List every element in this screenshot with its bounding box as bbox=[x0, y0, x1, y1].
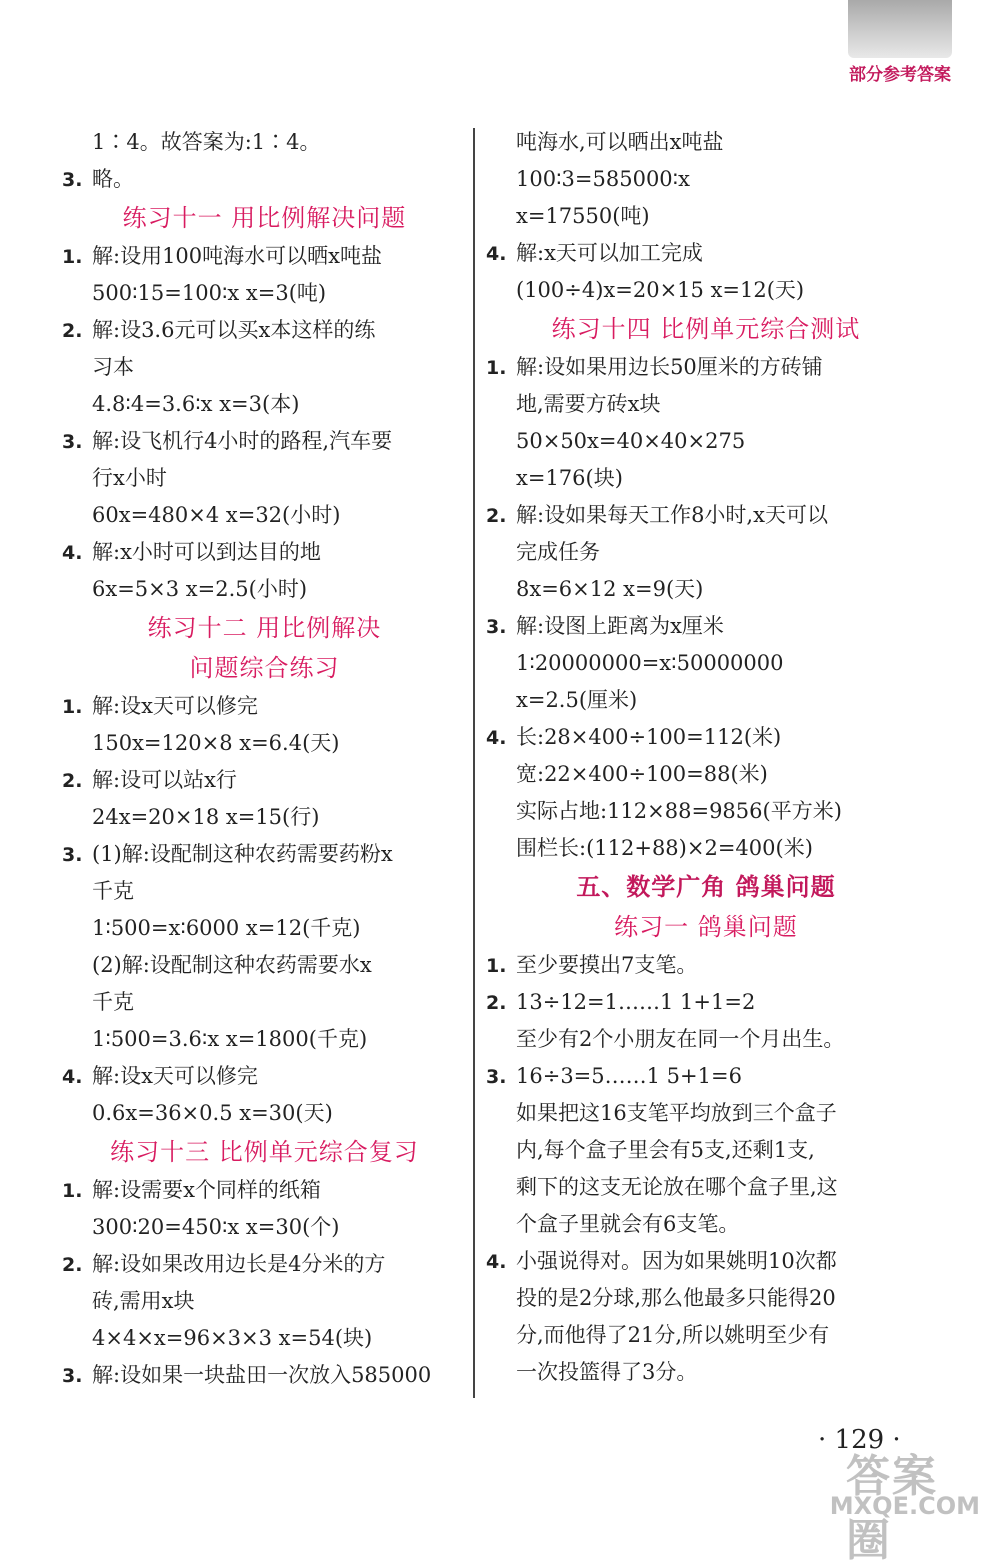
answer-item bbox=[486, 608, 926, 645]
exercise-heading: 练习十一 用比例解决问题 bbox=[122, 204, 407, 232]
answer-line: 实际占地:112×88=9856(平方米) bbox=[516, 799, 842, 823]
answer-line: 24x=20×18 x=15(行) bbox=[92, 805, 320, 829]
item-text: 解:设如果每天工作8小时,x天可以 bbox=[516, 503, 828, 527]
answer-line: 1∶4。故答案为:1∶4。 bbox=[92, 130, 321, 154]
answer-line: 剩下的这支无论放在哪个盒子里,这 bbox=[516, 1175, 838, 1199]
answer-line: 6x=5×3 x=2.5(小时) bbox=[92, 577, 308, 601]
answer-line: 习本 bbox=[92, 355, 134, 379]
answer-item bbox=[486, 984, 926, 1021]
item-text: 小强说得对。因为如果姚明10次都 bbox=[516, 1249, 837, 1273]
answer-line: 4×4×x=96×3×3 x=54(块) bbox=[92, 1326, 373, 1350]
right-column bbox=[486, 124, 926, 1391]
item-text: 解:设飞机行4小时的路程,汽车要 bbox=[92, 429, 393, 453]
chapter-heading: 五、数学广角 鸽巢问题 bbox=[576, 873, 836, 901]
item-text: 至少要摸出7支笔。 bbox=[516, 953, 698, 977]
answer-line: 完成任务 bbox=[516, 540, 600, 564]
item-number: 2. bbox=[62, 770, 83, 792]
item-text: 16÷3=5……1 5+1=6 bbox=[516, 1064, 742, 1088]
item-number: 2. bbox=[62, 320, 83, 342]
item-text: 解:x小时可以到达目的地 bbox=[92, 540, 321, 564]
item-text: 13÷12=1……1 1+1=2 bbox=[516, 990, 756, 1014]
answer-item bbox=[62, 238, 467, 275]
answer-item bbox=[62, 836, 467, 873]
answer-line: (100÷4)x=20×15 x=12(天) bbox=[516, 278, 805, 302]
item-number: 3. bbox=[62, 1365, 83, 1387]
answer-line: x=17550(吨) bbox=[516, 204, 650, 228]
item-number: 1. bbox=[486, 955, 507, 977]
answer-line: 内,每个盒子里会有5支,还剩1支, bbox=[516, 1138, 815, 1162]
answer-item bbox=[486, 1058, 926, 1095]
answer-line: 500∶15=100∶x x=3(吨) bbox=[92, 281, 327, 305]
item-text: (1)解:设配制这种农药需要药粉x bbox=[92, 842, 393, 866]
item-text: 解:设需要x个同样的纸箱 bbox=[92, 1178, 321, 1202]
item-number: 2. bbox=[486, 505, 507, 527]
answer-line: 地,需要方砖x块 bbox=[516, 392, 661, 416]
answer-line: 分,而他得了21分,所以姚明至少有 bbox=[516, 1323, 830, 1347]
answer-item bbox=[62, 1357, 467, 1394]
answer-line: x=2.5(厘米) bbox=[516, 688, 638, 712]
answer-line: 至少有2个小朋友在同一个月出生。 bbox=[516, 1027, 845, 1051]
answer-line: 砖,需用x块 bbox=[92, 1289, 195, 1313]
exercise-heading: 问题综合练习 bbox=[189, 654, 340, 682]
answer-line: 千克 bbox=[92, 879, 134, 903]
section-label: 部分参考答案 bbox=[849, 65, 951, 85]
item-number: 3. bbox=[62, 844, 83, 866]
item-number: 3. bbox=[486, 1066, 507, 1088]
item-text: 解:设如果改用边长是4分米的方 bbox=[92, 1252, 386, 1276]
answer-line: 千克 bbox=[92, 990, 134, 1014]
answer-item bbox=[62, 534, 467, 571]
answer-item bbox=[62, 161, 467, 198]
item-text: 解:设可以站x行 bbox=[92, 768, 237, 792]
item-number: 1. bbox=[62, 696, 83, 718]
item-number: 2. bbox=[486, 992, 507, 1014]
exercise-heading: 练习一 鸽巢问题 bbox=[614, 913, 798, 941]
item-number: 3. bbox=[62, 431, 83, 453]
answer-line: 如果把这16支笔平均放到三个盒子 bbox=[516, 1101, 837, 1125]
item-number: 1. bbox=[62, 1180, 83, 1202]
answer-line: x=176(块) bbox=[516, 466, 623, 490]
watermark-logo-text: 答案圈 bbox=[846, 1451, 938, 1566]
answer-line: 100∶3=585000∶x bbox=[516, 167, 690, 191]
item-number: 4. bbox=[486, 727, 507, 749]
item-number: 1. bbox=[486, 357, 507, 379]
item-number: 4. bbox=[486, 1251, 507, 1273]
answer-item bbox=[486, 497, 926, 534]
item-text: 解:设x天可以修完 bbox=[92, 694, 258, 718]
subject-tab-graphic bbox=[848, 0, 952, 58]
exercise-heading: 练习十四 比例单元综合测试 bbox=[551, 315, 861, 343]
answer-line: 行x小时 bbox=[92, 466, 167, 490]
left-column bbox=[62, 124, 467, 1394]
answer-line: 1∶500=x∶6000 x=12(千克) bbox=[92, 916, 361, 940]
item-number: 3. bbox=[62, 169, 83, 191]
answer-item bbox=[486, 719, 926, 756]
answer-line: 300∶20=450∶x x=30(个) bbox=[92, 1215, 340, 1239]
item-text: 解:x天可以加工完成 bbox=[516, 241, 703, 265]
item-text: 解:设图上距离为x厘米 bbox=[516, 614, 724, 638]
item-text: 解:设如果一块盐田一次放入585000 bbox=[92, 1363, 432, 1387]
answer-line: 1∶500=3.6∶x x=1800(千克) bbox=[92, 1027, 368, 1051]
item-text: 解:设用100吨海水可以晒x吨盐 bbox=[92, 244, 382, 268]
item-text: 解:设如果用边长50厘米的方砖铺 bbox=[516, 355, 823, 379]
page-number: · 129 · bbox=[818, 1425, 901, 1455]
answer-line: 0.6x=36×0.5 x=30(天) bbox=[92, 1101, 333, 1125]
item-text: 略。 bbox=[92, 167, 134, 191]
answer-line: 60x=480×4 x=32(小时) bbox=[92, 503, 341, 527]
exercise-heading: 练习十二 用比例解决 bbox=[147, 614, 382, 642]
item-number: 3. bbox=[486, 616, 507, 638]
item-number: 2. bbox=[62, 1254, 83, 1276]
answer-line: 吨海水,可以晒出x吨盐 bbox=[516, 130, 724, 154]
item-text: 解:设3.6元可以买x本这样的练 bbox=[92, 318, 376, 342]
answer-item bbox=[62, 1246, 467, 1283]
answer-item bbox=[62, 1172, 467, 1209]
answer-line: 一次投篮得了3分。 bbox=[516, 1360, 698, 1384]
answer-item bbox=[62, 688, 467, 725]
item-number: 4. bbox=[486, 243, 507, 265]
answer-line: (2)解:设配制这种农药需要水x bbox=[92, 953, 372, 977]
watermark-url: MXQE.COM bbox=[829, 1492, 980, 1520]
item-text: 解:设x天可以修完 bbox=[92, 1064, 258, 1088]
answer-item bbox=[62, 1058, 467, 1095]
item-number: 4. bbox=[62, 1066, 83, 1088]
answer-line: 4.8∶4=3.6∶x x=3(本) bbox=[92, 392, 300, 416]
answer-line: 150x=120×8 x=6.4(天) bbox=[92, 731, 340, 755]
answer-line: 投的是2分球,那么他最多只能得20 bbox=[516, 1286, 836, 1310]
answer-line: 8x=6×12 x=9(天) bbox=[516, 577, 704, 601]
answer-item bbox=[62, 312, 467, 349]
item-text: 长:28×400÷100=112(米) bbox=[516, 725, 782, 749]
answer-item bbox=[486, 235, 926, 272]
answer-line: 50×50x=40×40×275 bbox=[516, 429, 746, 453]
answer-item bbox=[486, 1243, 926, 1280]
answer-item bbox=[62, 423, 467, 460]
item-number: 4. bbox=[62, 542, 83, 564]
answer-item bbox=[62, 762, 467, 799]
answer-line: 围栏长:(112+88)×2=400(米) bbox=[516, 836, 813, 860]
answer-line: 个盒子里就会有6支笔。 bbox=[516, 1212, 740, 1236]
answer-line: 1∶20000000=x∶50000000 bbox=[516, 651, 784, 675]
answer-line: 宽:22×400÷100=88(米) bbox=[516, 762, 768, 786]
answer-item bbox=[486, 349, 926, 386]
answer-item bbox=[486, 947, 926, 984]
column-divider bbox=[473, 128, 475, 1398]
exercise-heading: 练习十三 比例单元综合复习 bbox=[110, 1138, 419, 1166]
header-corner bbox=[848, 0, 952, 90]
item-number: 1. bbox=[62, 246, 83, 268]
